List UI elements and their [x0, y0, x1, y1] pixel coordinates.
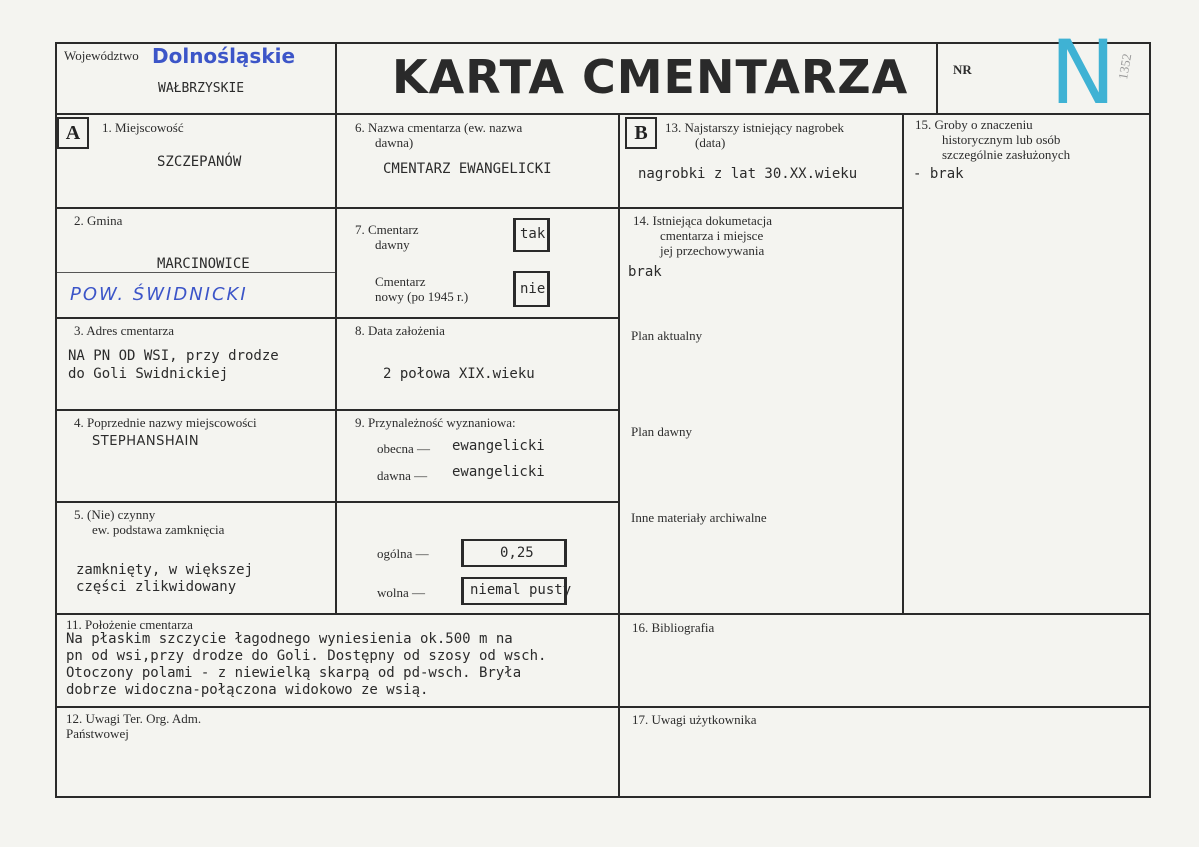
voivodeship-label: Województwo	[64, 48, 139, 63]
voivodeship-typed: WAŁBRZYSKIE	[158, 81, 245, 96]
header-div-1	[335, 42, 337, 115]
header-rule	[55, 113, 1151, 115]
f9-obecna-label: obecna —	[377, 441, 431, 456]
col-div-2	[618, 113, 620, 798]
f10-ogolna-value: 0,25	[500, 545, 534, 561]
voivodeship-stamp: Dolnośląskie	[152, 44, 296, 68]
f6-label-line1: 6. Nazwa cmentarza (ew. nazwa	[355, 120, 523, 135]
f10-ogolna-label: ogólna —	[377, 546, 429, 561]
f7-nowy-label-line1: Cmentarz	[375, 274, 426, 289]
f11-line3: Otoczony polami - z niewielką skarpą od pd-wsch. Bryła	[66, 665, 522, 681]
frame-left	[55, 42, 57, 798]
f7-nowy-box	[513, 271, 550, 307]
row-l-3	[55, 409, 337, 411]
f14-inne-materialy: Inne materiały archiwalne	[631, 510, 767, 525]
row-12	[55, 706, 1151, 708]
f12-label-line2: Państwowej	[66, 726, 129, 741]
f9-dawna-value: ewangelicki	[452, 464, 545, 480]
f3-label: 3. Adres cmentarza	[74, 323, 174, 338]
f10-wolna-value: niemal pusty	[470, 582, 572, 598]
f1-label: 1. Miejscowość	[102, 120, 184, 135]
nr-handwritten: N	[1050, 21, 1116, 124]
f11-line1: Na płaskim szczycie łagodnego wyniesienia ok.500 m na	[66, 631, 513, 647]
f6-label-line2: dawna)	[375, 135, 414, 150]
f2-handwritten-note: POW. ŚWIDNICKI	[70, 284, 248, 305]
f3-value-line1: NA PN OD WSI, przy drodze	[68, 348, 279, 364]
row-m-4	[335, 501, 620, 503]
f3-value-line2: do Goli Swidnickiej	[68, 366, 229, 382]
section-b-box: B	[625, 117, 657, 149]
section-a-box: A	[57, 117, 89, 149]
nr-label: NR	[953, 62, 972, 77]
f14-label-line1: 14. Istniejąca dokumetacja	[633, 213, 772, 228]
f14-plan-dawny: Plan dawny	[631, 424, 693, 439]
f9-dawna-label: dawna —	[377, 468, 428, 483]
f15-label-line2: historycznym lub osób	[942, 132, 1061, 147]
col-div-1	[335, 113, 337, 613]
frame-bottom	[55, 796, 1151, 798]
f8-value: 2 połowa XIX.wieku	[383, 366, 535, 382]
f16-label: 16. Bibliografia	[632, 620, 715, 635]
f5-label-line1: 5. (Nie) czynny	[74, 507, 156, 522]
f7-nowy-label-line2: nowy (po 1945 r.)	[375, 289, 469, 304]
row-l-1	[55, 207, 337, 209]
f5-value-line1: zamknięty, w większej	[76, 562, 254, 578]
row-11	[55, 613, 1151, 615]
f1-value: SZCZEPANÓW	[157, 154, 242, 170]
row-l-2	[55, 317, 337, 319]
f14-label-line2: cmentarza i miejsce	[660, 228, 764, 243]
f11-line4: dobrze widoczna-połączona widokowo ze wsią.	[66, 682, 429, 698]
f11-line2: pn od wsi,przy drodze do Goli. Dostępny od szosy od wsch.	[66, 648, 547, 664]
f15-label-line1: 15. Groby o znaczeniu	[915, 117, 1033, 132]
f7-dawny-box	[513, 218, 550, 252]
f2-value: MARCINOWICE	[157, 256, 250, 272]
f7-dawny-label-line2: dawny	[375, 237, 410, 252]
row-m-3	[335, 409, 620, 411]
f12-label-line1: 12. Uwagi Ter. Org. Adm.	[66, 711, 202, 726]
f13-label-line1: 13. Najstarszy istniejący nagrobek	[665, 120, 845, 135]
f13-label-line2: (data)	[695, 135, 726, 150]
row-m-1	[335, 207, 620, 209]
f14-value: brak	[628, 264, 662, 280]
f14-label-line3: jej przechowywania	[660, 243, 765, 258]
f2-label: 2. Gmina	[74, 213, 123, 228]
f14-plan-aktualny: Plan aktualny	[631, 328, 703, 343]
row-m-2	[335, 317, 620, 319]
f4-value: STEPHANSHAIN	[92, 434, 200, 449]
f7-nowy-value: nie	[520, 281, 546, 297]
header-div-2	[936, 42, 938, 115]
page-title: KARTA CMENTARZA	[392, 50, 909, 104]
frame-right	[1149, 42, 1151, 798]
f7-dawny-label-line1: 7. Cmentarz	[355, 222, 419, 237]
f8-label: 8. Data założenia	[355, 323, 445, 338]
f9-obecna-value: ewangelicki	[452, 438, 545, 454]
f15-label-line3: szczególnie zasłużonych	[942, 147, 1071, 162]
f5-label-line2: ew. podstawa zamknięcia	[92, 522, 225, 537]
f7-dawny-value: tak	[520, 226, 546, 242]
f11-label: 11. Położenie cmentarza	[66, 617, 193, 632]
col-div-3	[902, 113, 904, 613]
row-l-4	[55, 501, 337, 503]
f10-wolna-label: wolna —	[377, 585, 426, 600]
f5-value-line2: części zlikwidowany	[76, 579, 237, 595]
f13-value: nagrobki z lat 30.XX.wieku	[638, 166, 858, 182]
f10-ogolna-box	[461, 539, 567, 567]
f17-label: 17. Uwagi użytkownika	[632, 712, 757, 727]
f10-wolna-box	[461, 577, 572, 605]
f6-value: CMENTARZ EWANGELICKI	[383, 161, 552, 177]
f15-value: - brak	[913, 166, 964, 182]
f9-label: 9. Przynależność wyznaniowa:	[355, 415, 516, 430]
nr-small-number: 1352	[1115, 52, 1135, 81]
f4-label: 4. Poprzednie nazwy miejscowości	[74, 415, 257, 430]
row-r-1	[618, 207, 904, 209]
